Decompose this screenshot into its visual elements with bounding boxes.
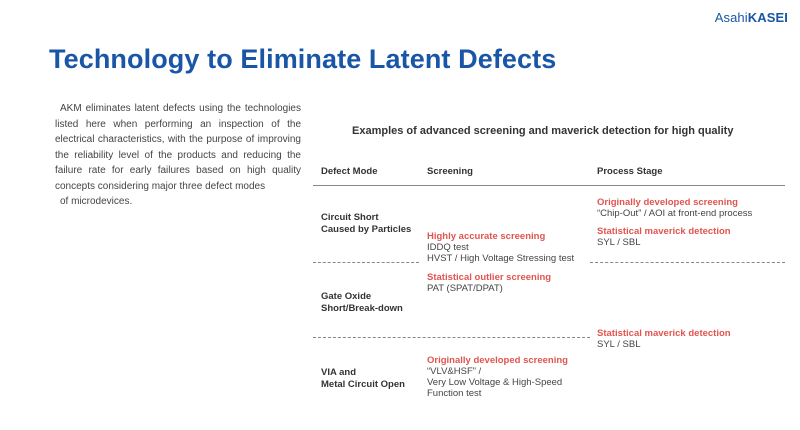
header-screening: Screening <box>427 166 473 177</box>
intro-tail: of microdevices. <box>60 196 133 207</box>
header-process-stage: Process Stage <box>597 166 663 177</box>
process-1-heading: Originally developed screening <box>597 197 738 208</box>
screening-2-line1: PAT (SPAT/DPAT) <box>427 283 503 294</box>
row2-divider <box>313 337 590 338</box>
process-1-line1: “Chip-Out” / AOI at front-end process <box>597 208 753 219</box>
intro-body: AKM eliminates latent defects using the technologies listed here when performing an inspection of the electrical characteristics, with the purpose of improving the reliability level of the products and reducing the failure rate for early failures based on high quality concepts considering major three defect modes <box>55 103 301 192</box>
screening-cell-2 <box>427 272 551 294</box>
mode-circuit-short <box>321 212 411 236</box>
screening-1-heading: Highly accurate screening <box>427 231 546 242</box>
screening-2-heading: Statistical outlier screening <box>427 272 552 283</box>
header-defect-mode: Defect Mode <box>321 166 378 177</box>
screening-cell-3 <box>427 355 568 399</box>
mode-gate-oxide-line1: Gate Oxide <box>321 291 372 302</box>
mode-via-metal-line2: Metal Circuit Open <box>321 379 405 390</box>
screening-3-heading: Originally developed screening <box>427 355 568 366</box>
mode-gate-oxide <box>321 291 403 315</box>
screening-3-line2: Very Low Voltage & High-Speed <box>427 377 563 388</box>
process-cell-2 <box>597 328 731 350</box>
mode-gate-oxide-line2: Short/Break-down <box>321 303 403 314</box>
mode-via-metal <box>321 367 405 391</box>
screening-3-line1: “VLV&HSF” / <box>427 366 482 377</box>
header-divider <box>313 185 785 186</box>
process-2-heading: Statistical maverick detection <box>597 226 731 237</box>
screening-1-line1: IDDQ test <box>427 242 469 253</box>
screening-cell-1 <box>427 231 574 264</box>
row1-divider-mode <box>313 262 419 263</box>
process-2-line1: SYL / SBL <box>597 237 641 248</box>
page-title: Technology to Eliminate Latent Defects <box>49 44 557 74</box>
table-title: Examples of advanced screening and maverick detection for high quality <box>352 125 734 137</box>
process-cell-1 <box>597 197 752 248</box>
screening-1-line2: HVST / High Voltage Stressing test <box>427 253 575 264</box>
screening-3-line3: Function test <box>427 388 482 399</box>
row1-divider-process <box>590 262 785 263</box>
process-3-line1: SYL / SBL <box>597 339 641 350</box>
logo-text-asahi: Asahi <box>714 10 748 25</box>
mode-via-metal-line1: VIA and <box>321 367 357 378</box>
logo-text-kasei: KASEI <box>747 10 788 25</box>
mode-circuit-short-line2: Caused by Particles <box>321 224 412 235</box>
mode-circuit-short-line1: Circuit Short <box>321 212 379 223</box>
process-3-heading: Statistical maverick detection <box>597 328 731 339</box>
